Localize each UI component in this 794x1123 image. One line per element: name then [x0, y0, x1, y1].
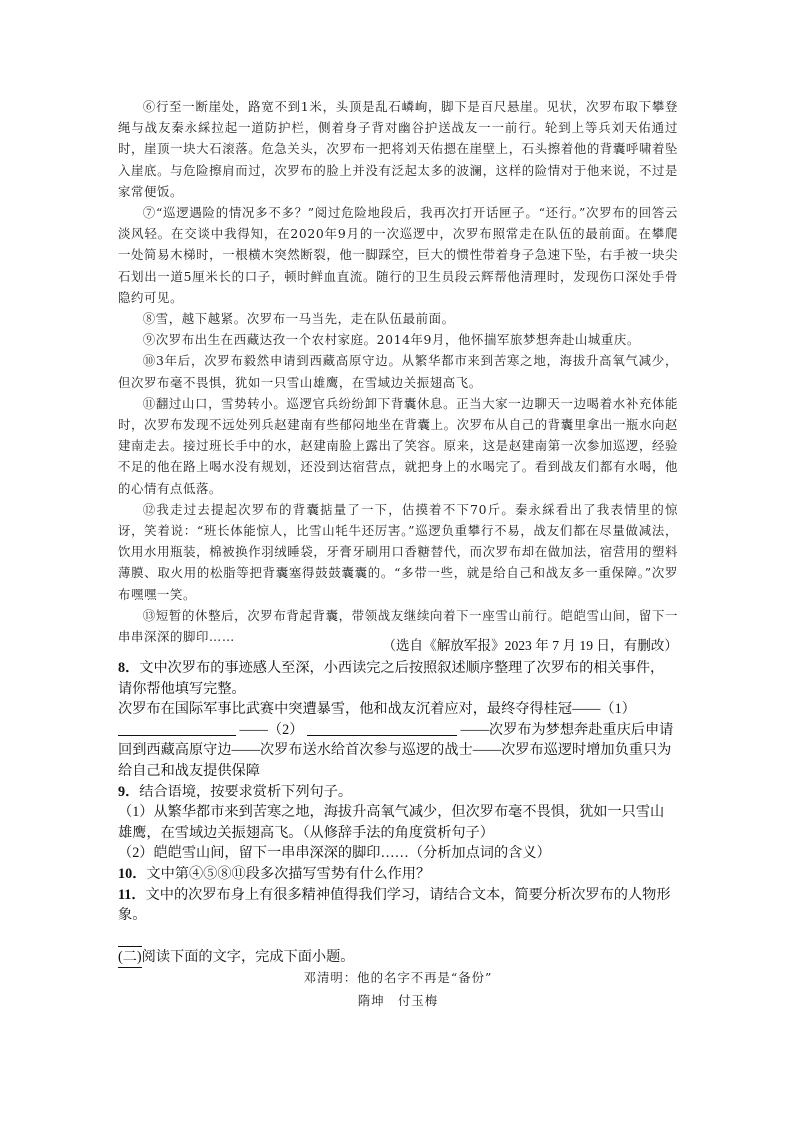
question-8 — [118, 658, 678, 699]
question-9-text: 结合语境，按要求赏析下列句子。 — [139, 783, 353, 800]
paragraph-9: ⑨次罗布出生在西藏达孜一个农村家庭。2014年9月，他怀揣军旅梦想奔赴山城重庆。 — [142, 332, 640, 348]
question-8-text: 文中次罗布的事迹感人至深，小西读完之后按照叙述顺序整理了次罗布的相关事件，请你帮他填写完整。 — [118, 660, 665, 697]
answer-blank-2[interactable] — [307, 721, 457, 736]
answer-blank-1[interactable] — [118, 721, 236, 736]
section-2-marker: (二) — [118, 946, 142, 968]
question-10 — [118, 864, 678, 885]
section-2-instruction: 阅读下面的文字，完成下面小题。 — [141, 949, 355, 965]
question-8-number: 8． — [118, 660, 140, 676]
question-8-chain — [118, 699, 678, 781]
question-10-text: 文中第④⑤⑧⑪段多次描写雪势有什么作用？ — [146, 865, 431, 882]
question-11-text: 文中的次罗布身上有很多精神值得我们学习，请结合文本，简要分析次罗布的人物形象。 — [118, 886, 671, 924]
paragraph-12: ⑫我走过去提起次罗布的背囊掂量了一下，估摸着不下70斤。秦永綵看出了我表情里的惊讶，笑着说：“班长体能惊人，比雪山牦牛还厉害。”巡逻负重攀行不易，战友们都在尽量做减法，饮用水用瓶装，棉被换作羽绒睡袋，牙膏牙刷用口香糖替代，而次罗布却在做加法，宿营用的塑料薄膜、取火用的松脂等把背囊塞得鼓鼓囊囊的。“多带一些，就是给自己和战友多一重保障。”次罗布嘿嘿一笑。 — [118, 501, 678, 602]
question-9-2: （2）皑皑雪山间，留下一串串深深的脚印……（分析加点词的含义） — [118, 845, 551, 862]
question-9-1: （1）从繁华都市来到苦寒之地，海拔升高氧气减少，但次罗布毫不畏惧，犹如一只雪山雄鹰，在雪域边关振翅高飞。（从修辞手法的角度赏析句子） — [118, 804, 665, 841]
question-11-number: 11． — [118, 886, 146, 903]
paragraph-10: ⑩3年后，次罗布毅然申请到西藏高原守边。从繁华都市来到苦寒之地，海拔升高氧气减少，但次罗布毫不畏惧，犹如一只雪山雄鹰，在雪域边关振翅高飞。 — [118, 353, 678, 390]
question-8-chain-after: ——次罗布为梦想奔赴重庆后申请回到西藏高原守边——次罗布送水给首次参与巡逻的战士——次罗布巡逻时增加负重只为给自己和战友提供保障 — [118, 721, 674, 779]
question-8-chain-mid: ——（2） — [239, 721, 304, 738]
paragraph-7: ⑦“巡逻遇险的情况多不多？”阅过危险地段后，我再次打开话匣子。“还行。”次罗布的回答云淡风轻。在交谈中我得知，在2020年9月的一次巡逻中，次罗布照常走在队伍的最前面。在攀爬一处简易木梯时，一根横木突然断裂，他一脚踩空，巨大的惯性带着身子急速下坠，右手被一块尖石划出一道5厘米长的口子，顿时鲜血直流。随行的卫生员段云辉帮他清理时，发现伤口深处手骨隐约可见。 — [118, 205, 678, 305]
paragraph-13: ⑬短暂的休整后，次罗布背起背囊，带领战友继续向着下一座雪山前行。皑皑雪山间，留下一串串深深的脚印…… — [118, 607, 678, 645]
paragraph-11: ⑪翻过山口，雪势转小。巡逻官兵纷纷卸下背囊休息。正当大家一边聊天一边喝着水补充体能时，次罗布发现不远处列兵赵建南有些郁闷地坐在背囊上。次罗布从自己的背囊里拿出一瓶水向赵建南走去。接过班长手中的水，赵建南脸上露出了笑容。原来，这是赵建南第一次参加巡逻，经验不足的他在路上喝水没有规划，还没到达宿营点，就把身上的水喝完了。看到战友们都有水喝，他的心情有点低落。 — [118, 395, 678, 496]
source-citation: （选自《解放军报》2023 年 7 月 19 日，有删改） — [382, 638, 678, 653]
paragraph-6: ⑥行至一断崖处，路宽不到1米，头顶是乱石嶙峋，脚下是百尺悬崖。见状，次罗布取下攀登绳与战友秦永綵拉起一道防护栏，侧着身子背对幽谷护送战友一一前行。轮到上等兵刘天佑通过时，崖顶一块大石滚落。危急关头，次罗布一把将刘天佑摁在崖壁上，石头擦着他的背囊呼啸着坠入崖底。与危险擦肩而过，次罗布的脸上并没有泛起太多的波澜，这样的险情对于他来说，不过是家常便饭。 — [118, 99, 678, 199]
article-2-title: 邓清明：他的名字不再是“备份” — [303, 970, 493, 985]
questions-block — [118, 658, 678, 926]
question-8-chain-start: 次罗布在国际军事比武赛中突遭暴雪，他和战友沉着应对，最终夺得桂冠——（1） — [118, 701, 636, 718]
article-2-authors: 隋坤 付玉梅 — [357, 993, 439, 1008]
question-11 — [118, 885, 678, 926]
reading-passage — [118, 96, 678, 647]
question-10-number: 10． — [118, 865, 147, 882]
paragraph-8: ⑧雪，越下越紧。次罗布一马当先，走在队伍最前面。 — [142, 311, 455, 327]
section-2-heading — [118, 946, 678, 968]
question-9-number: 9． — [118, 783, 140, 800]
question-9 — [118, 782, 678, 803]
